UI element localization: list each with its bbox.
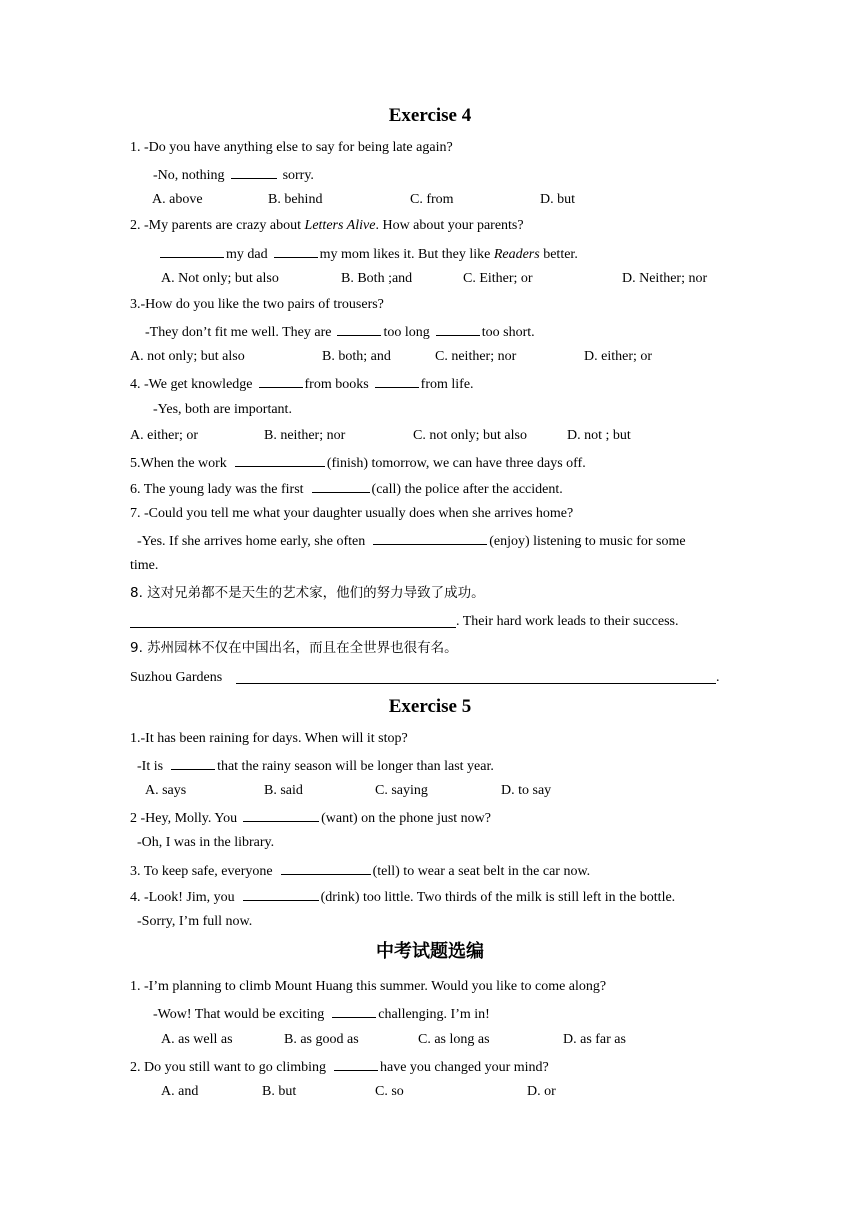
ex4-q7-reply: -Yes. If she arrives home early, she often (enjoy) listening to music for some [137,531,686,551]
answer-blank[interactable] [337,322,381,336]
option: C. so [375,1084,404,1099]
answer-blank[interactable] [243,808,319,822]
answer-line[interactable] [236,683,716,684]
ex4-q8-stem: 8. 这对兄弟都不是天生的艺术家，他们的努力导致了成功。 [130,585,485,601]
answer-line[interactable] [130,627,456,628]
option: B. neither; nor [264,428,346,443]
answer-blank[interactable] [160,244,224,258]
zk-q1-stem: 1. -I’m planning to climb Mount Huang this summer. Would you like to come along? [130,979,607,994]
ex5-q2-reply: -Oh, I was in the library. [137,835,275,850]
option: D. not ; but [567,428,631,443]
option: A. as well as [161,1032,233,1047]
ex5-q4-reply: -Sorry, I’m full now. [137,914,253,929]
answer-blank[interactable] [375,374,419,388]
option: C. saying [375,783,428,798]
ex4-q3-stem: 3.-How do you like the two pairs of trousers? [130,297,384,312]
ex4-q6: 6. The young lady was the first (call) the police after the accident. [130,479,563,499]
answer-blank[interactable] [312,479,370,493]
option: D. to say [501,783,552,798]
ex5-q1-reply: -It is that the rainy season will be longer than last year. [137,756,494,776]
option: D. Neither; nor [622,271,708,286]
option: D. either; or [584,349,653,364]
zhongkao-title: 中考试题选编 [376,941,484,962]
answer-blank[interactable] [259,374,303,388]
option: B. both; and [322,349,391,364]
zk-q2: 2. Do you still want to go climbing have you changed your mind? [130,1057,549,1077]
option: C. as long as [418,1032,490,1047]
option: B. as good as [284,1032,359,1047]
answer-blank[interactable] [281,861,371,875]
answer-blank[interactable] [243,887,319,901]
answer-blank[interactable] [231,165,277,179]
ex4-q2-reply: my dad my mom likes it. But they like Readers better. [160,244,578,264]
answer-blank[interactable] [436,322,480,336]
ex4-q9-stem: 9. 苏州园林不仅在中国出名，而且在全世界也很有名。 [130,640,458,656]
option: A. says [145,783,187,798]
ex5-q4: 4. -Look! Jim, you (drink) too little. Two thirds of the milk is still left in the bottle. [130,887,675,907]
option: A. not only; but also [130,349,245,364]
option: C. not only; but also [413,428,527,443]
answer-blank[interactable] [334,1057,378,1071]
ex5-q2: 2 -Hey, Molly. You (want) on the phone just now? [130,808,491,828]
option: B. behind [268,192,323,207]
option: D. or [527,1084,556,1099]
ex4-q4-stem: 4. -We get knowledge from books from life. [130,374,474,394]
option: D. but [540,192,575,207]
ex4-q1-reply: -No, nothing sorry. [153,165,314,185]
ex5-q1-stem: 1.-It has been raining for days. When will it stop? [130,731,408,746]
ex4-q2-stem: 2. -My parents are crazy about Letters Alive. How about your parents? [130,218,524,233]
option: B. Both ;and [341,271,413,286]
zk-q1-reply: -Wow! That would be exciting challenging. I’m in! [153,1004,490,1024]
answer-blank[interactable] [171,756,215,770]
option: D. as far as [563,1032,626,1047]
option: A. above [152,192,203,207]
option: C. Either; or [463,271,533,286]
answer-blank[interactable] [332,1004,376,1018]
ex4-q4-reply: -Yes, both are important. [153,402,292,417]
answer-blank[interactable] [235,453,325,467]
option: A. and [161,1084,199,1099]
option: C. neither; nor [435,349,517,364]
ex5-q3: 3. To keep safe, everyone (tell) to wear a seat belt in the car now. [130,861,590,881]
option: A. either; or [130,428,199,443]
ex4-q9-tail: . [716,670,720,685]
option: A. Not only; but also [161,271,279,286]
ex4-q5: 5.When the work (finish) tomorrow, we can have three days off. [130,453,586,473]
option: C. from [410,192,454,207]
ex4-q8-tail: . Their hard work leads to their success. [456,614,679,629]
answer-blank[interactable] [373,531,487,545]
ex4-q9-lead: Suzhou Gardens [130,670,223,685]
option: B. but [262,1084,297,1099]
option: B. said [264,783,303,798]
answer-blank[interactable] [274,244,318,258]
ex4-q7-reply-cont: time. [130,558,159,573]
ex4-q3-reply: -They don’t fit me well. They are too long too short. [145,322,535,342]
ex4-q1-stem: 1. -Do you have anything else to say for being late again? [130,140,453,155]
ex4-q7-stem: 7. -Could you tell me what your daughter usually does when she arrives home? [130,506,574,521]
exercise-4-title: Exercise 4 [388,105,472,126]
exercise-5-title: Exercise 5 [388,696,472,717]
